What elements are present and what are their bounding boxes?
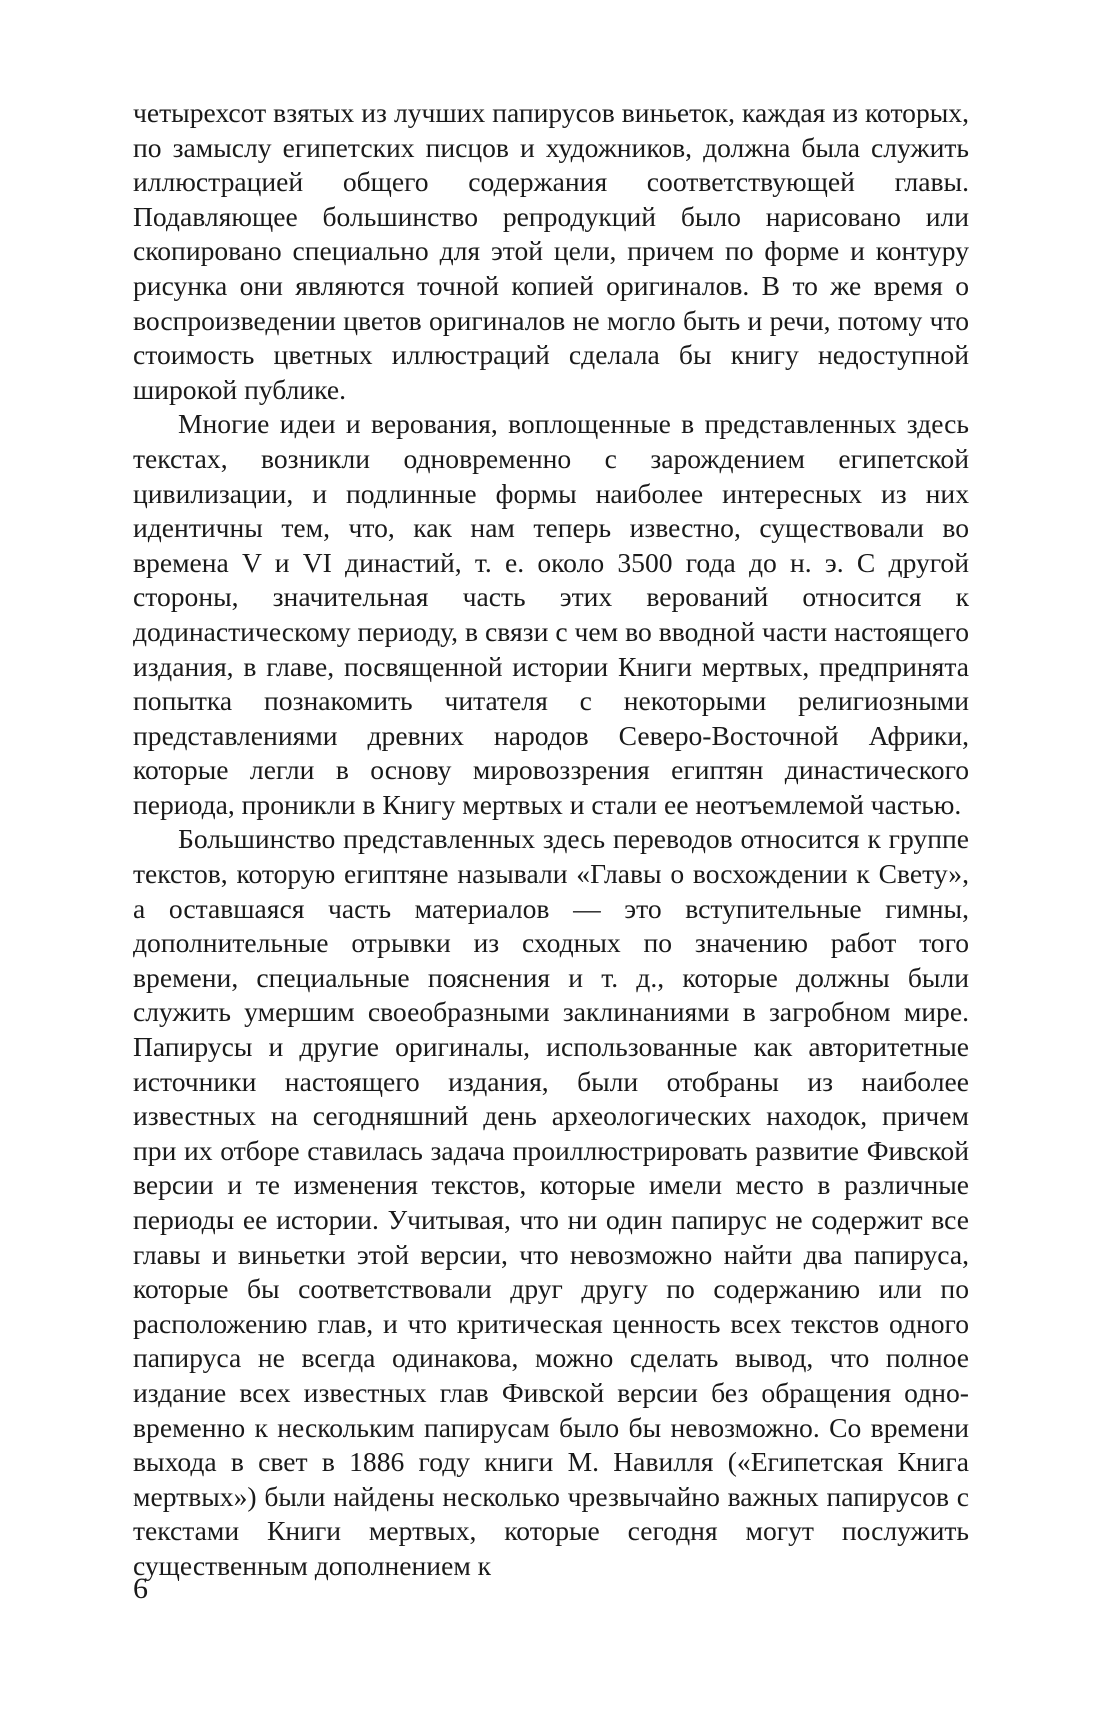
paragraph-3: Большинство представленных здесь переводов относится к группе текстов, которую египтяне называли «Главы о восхождении к Свету», а оставшаяся часть материалов — это вступительные гимны, дополнительные отрывки из сходных по значению работ того времени, специальные пояснения и т. д., которые должны были служить умершим своеобразными заклинаниями в загробном мире. Папирусы и другие оригиналы, использованные как авторитетные источники настоящего издания, были отобраны из наиболее известных на сегодняшний день археологических находок, причем при их отборе ставилась задача проиллюстрировать развитие Фивской версии и те изменения текстов, которые имели место в различные периоды ее истории. Учитывая, что ни один папирус не содержит все главы и виньетки этой версии, что невозможно найти два папируса, которые бы соответствовали друг другу по содержанию или по расположению глав, и что критическая ценность всех текстов одного папируса не всегда одинакова, можно сделать вывод, что полное издание всех известных глав Фивской версии без обращения одновременно к нескольким папирусам было бы невозможно. Со времени выхода в свет в 1886 году книги М. Навилля («Египетская Книга мертвых») были найдены несколько чрезвычайно важных папирусов с текстами Книги мертвых, которые сегодня могут послужить существенным дополнением к [133,823,969,1581]
page-number: 6 [133,1572,148,1605]
paragraph-1: четырехсот взятых из лучших папирусов виньеток, каждая из которых, по замыслу египетских писцов и художников, должна была служить иллюстрацией общего содержания соответствующей главы. Подавляющее большинство репродукций было нарисовано или скопировано специально для этой цели, причем по форме и контуру рисунка они являются точной копией оригиналов. В то же время о воспроизведении цветов оригиналов не могло быть и речи, потому что стоимость цветных иллюстраций сделала бы книгу недоступной широкой публике. [133,97,969,405]
page-body [133,96,969,1584]
paragraph-2: Многие идеи и верования, воплощенные в представленных здесь текстах, возникли одновременно с зарождением египетской цивилизации, и подлинные формы наиболее интересных из них идентичны тем, что, как нам теперь известно, существовали во времена V и VI династий, т. е. около 3500 года до н. э. С другой стороны, значительная часть этих верований относится к додинастическому периоду, в связи с чем во вводной части настоящего издания, в главе, посвященной истории Книги мертвых, предпринята попытка познакомить читателя с некоторыми религиозными представлениями древних народов Северо-Восточной Африки, которые легли в основу мировоззрения египтян династического периода, проникли в Книгу мертвых и стали ее неотъемлемой частью. [133,408,969,820]
